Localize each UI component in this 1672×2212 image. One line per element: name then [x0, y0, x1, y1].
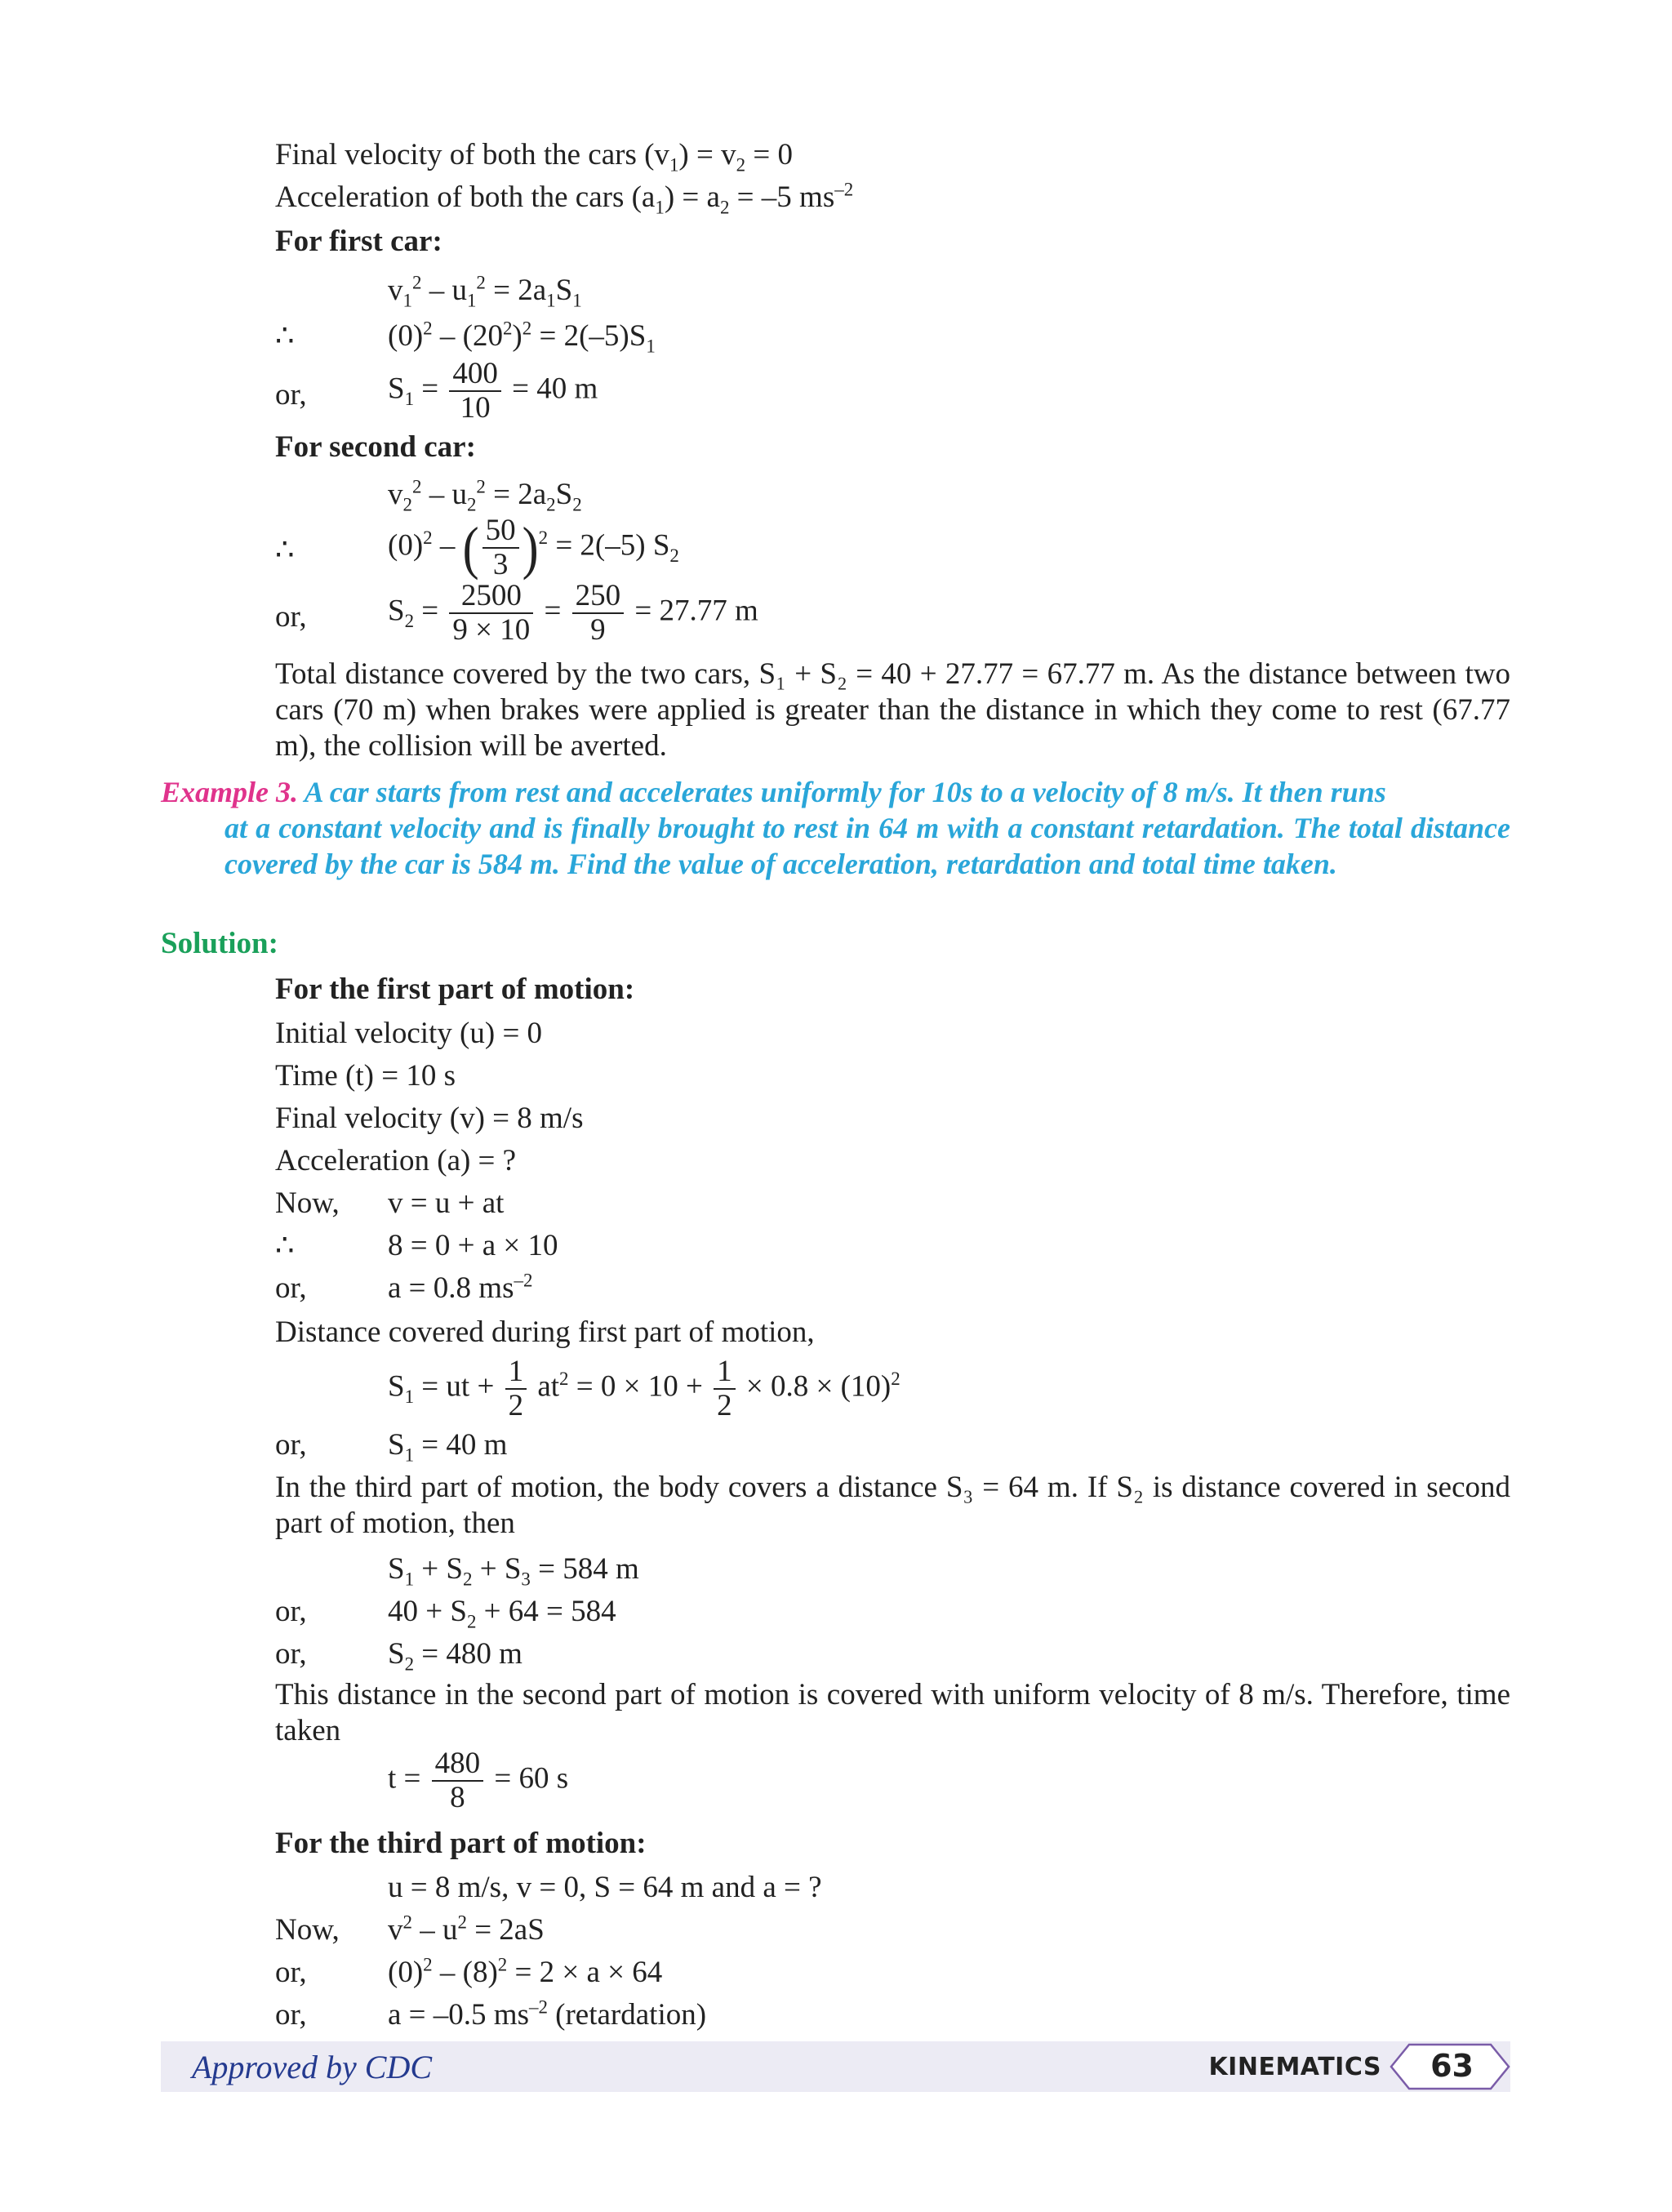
equation-s1: $S_1$ = ut + $\frac{1}{2}$ $at^2 = 0 \times 10$ + $\frac{1}{2}$ × $0.8 \times (10)^2$: [388, 1355, 900, 1422]
or-label: or,: [275, 1637, 307, 1671]
acceleration-line: Acceleration of both the cars $(a_1) = a_2 = -5$ $ms^{-2}$: [275, 179, 854, 218]
or-label: or,: [275, 1595, 307, 1628]
now-label: Now,: [275, 1913, 340, 1947]
fraction: $\frac{2500}{9 \times 10}$: [449, 580, 533, 647]
distance-first-part: Distance covered during first part of motion,: [275, 1315, 815, 1349]
equation-a: a = 0.8 $ms^{-2}$: [388, 1270, 533, 1305]
therefore-symbol: ∴: [275, 533, 295, 567]
fraction: $\frac{1}{2}$: [714, 1355, 736, 1422]
equation-second-car: $v_2^2 - u_2^2 = 2a_2S_2$: [388, 476, 582, 515]
or-label: or,: [275, 378, 307, 412]
equation-s2: $S_2 = 480$ m: [388, 1637, 522, 1675]
now-label: Now,: [275, 1186, 340, 1220]
initial-velocity-line: Initial velocity (u) = 0: [275, 1017, 543, 1050]
equation-first-car-sub: $(0)^2 - (20^2)^2 = 2(-5)S_1$: [388, 318, 656, 357]
second-car-heading: For second car:: [275, 430, 476, 464]
or-label: or,: [275, 1271, 307, 1305]
s1-fraction-line: $S_1$ = $\frac{400}{10}$ = 40 m: [388, 357, 598, 425]
equation-40: $40 + S_2 + 64 = 584$: [388, 1595, 616, 1632]
fraction: $\frac{1}{2}$: [505, 1355, 527, 1422]
third-part-heading: For the third part of motion:: [275, 1827, 647, 1860]
s2-fraction-line: $S_2$ = $\frac{2500}{9 \times 10}$ = $\frac{250}{9}$ = 27.77 m: [388, 579, 758, 647]
example-3: [161, 774, 1510, 882]
final-velocity-line: Final velocity of both the cars $(v_1) = v_2 = 0$: [275, 138, 793, 176]
therefore-symbol: ∴: [275, 1229, 295, 1262]
or-label: or,: [275, 1998, 307, 2032]
third-part-values: u = 8 m/s, v = 0, S = 64 m and a = ?: [388, 1871, 822, 1904]
or-label: or,: [275, 1956, 307, 1989]
or-label: or,: [275, 1428, 307, 1462]
equation-0-8: $(0)^2 - (8)^2 = 2 \times a \times 64$: [388, 1954, 663, 1989]
equation-second-car-sub: $(0)^2$ – ( $\frac{50}{3}$ )$^2$ = 2(–5) $S_2$: [388, 514, 679, 581]
approved-by-cdc: Approved by CDC: [192, 2049, 433, 2085]
equation-final: a = –0.5 $ms^{-2}$ (retardation): [388, 1996, 707, 2032]
page-footer: [161, 2041, 1510, 2092]
equation-sum: $S_1 + S_2 + S_3 = 584$ m: [388, 1552, 639, 1590]
uniform-velocity-paragraph: This distance in the second part of motion is covered with uniform velocity of 8 m/s. Therefore, time taken: [275, 1678, 1510, 1747]
equation-s1-result: $S_1 = 40$ m: [388, 1428, 508, 1466]
or-label: or,: [275, 600, 307, 634]
therefore-symbol: ∴: [275, 319, 295, 353]
time-line: Time (t) = 10 s: [275, 1059, 456, 1093]
final-velocity-given: Final velocity (v) = 8 m/s: [275, 1102, 584, 1135]
fraction: $\frac{480}{8}$: [432, 1747, 484, 1814]
first-part-heading: For the first part of motion:: [275, 972, 635, 1006]
third-part-paragraph: In the third part of motion, the body covers a distance S₃ = 64 m. If S₂ is distance covered in second part of motion, then: [275, 1471, 1510, 1540]
total-distance-paragraph: Total distance covered by the two cars, S₁ + S₂ = 40 + 27.77 = 67.77 m. As the distance between two cars (70 m) when brakes were applied is greater than the distance in which they come to rest (67.77 m), the collision will be averted.: [275, 657, 1510, 763]
chapter-title: KINEMATICS: [1208, 2053, 1381, 2081]
example-text: A car starts from rest and accelerates uniformly for 10s to a velocity of 8 m/s. It then runs: [304, 776, 1386, 808]
example-continuation: at a constant velocity and is finally brought to rest in 64 m with a constant retardation. The total distance covered by the car is 584 m. Find the value of acceleration, retardation and total time taken.: [225, 812, 1510, 880]
example-tag: Example 3.: [161, 776, 298, 808]
fraction: $\frac{250}{9}$: [572, 580, 625, 647]
solution-label: Solution:: [161, 927, 278, 960]
equation-v2: $v^2 - u^2 = 2aS$: [388, 1912, 545, 1947]
equation-8: 8 = 0 + a × 10: [388, 1229, 558, 1262]
acceleration-unknown: Acceleration (a) = ?: [275, 1144, 517, 1177]
equation-first-car: $v_1^2 - u_1^2 = 2a_1S_1$: [388, 272, 582, 311]
equation-t: t = $\frac{480}{8}$ = 60 s: [388, 1747, 569, 1814]
equation-v: v = u + at: [388, 1186, 505, 1220]
fraction: $\frac{50}{3}$: [482, 514, 519, 581]
fraction: $\frac{400}{10}$: [449, 358, 501, 425]
page-number: 63: [1430, 2048, 1474, 2084]
first-car-heading: For first car:: [275, 225, 442, 258]
